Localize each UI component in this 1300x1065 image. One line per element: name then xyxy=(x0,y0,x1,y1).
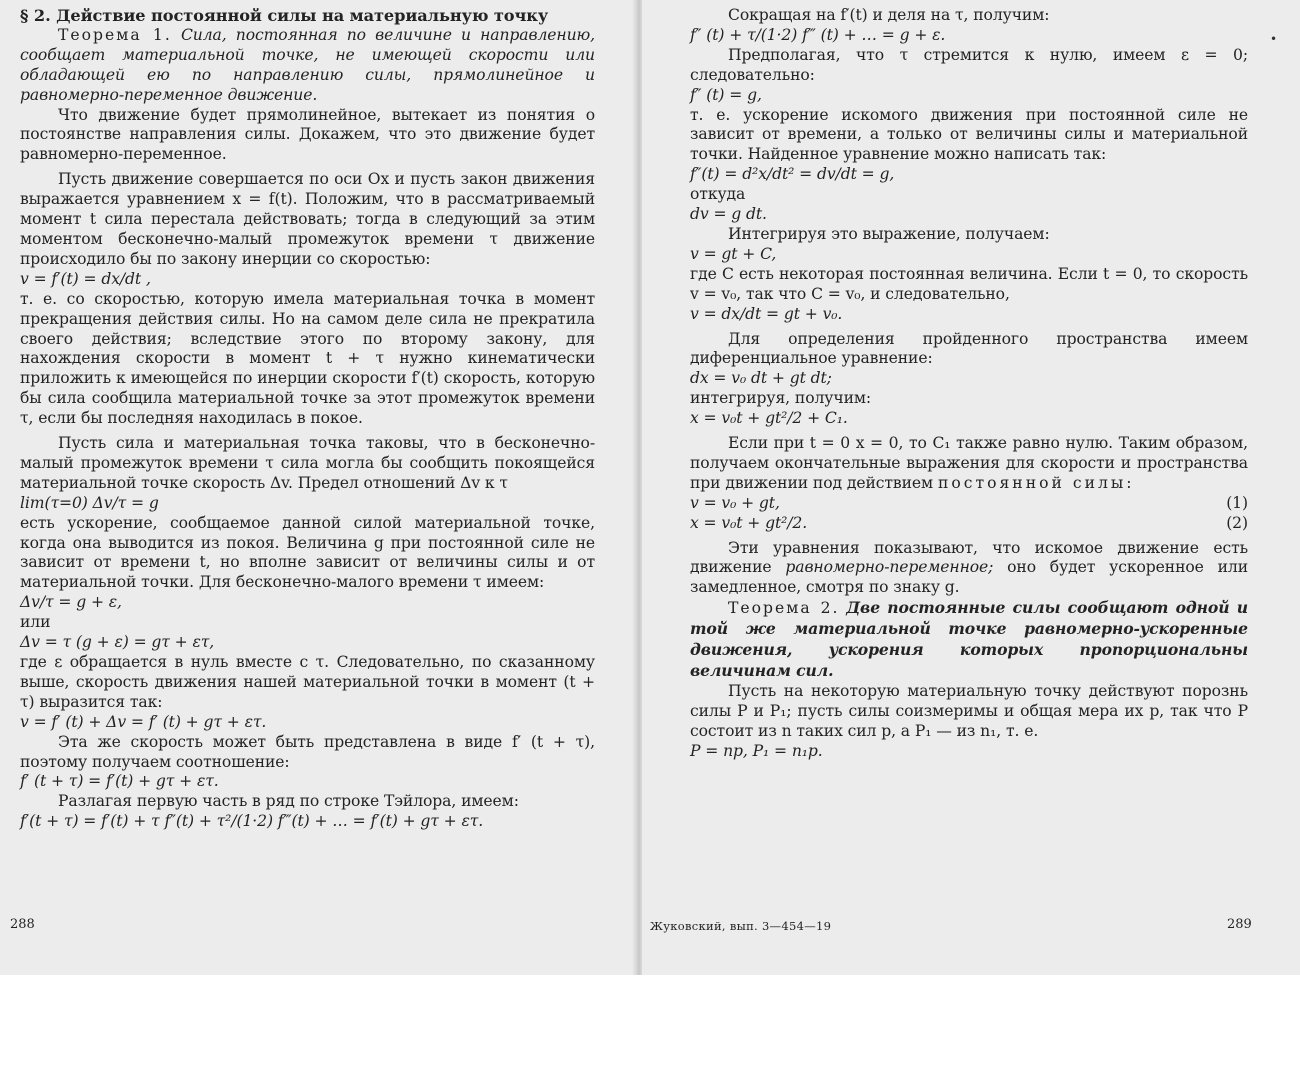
paragraph: Пусть сила и материальная точка таковы, что в бесконечно-малый промежуток времени τ сила могла бы сообщить покоящейся материальной точке скорость Δv. Предел отношений Δv к τ xyxy=(20,434,595,492)
paragraph: есть ускорение, сообщаемое данной силой материальной точке, когда она выводится из покоя. Величина g при постоянной силе не зависит от времени t, но вполне зависит от величины силы и от материальной точки. Для бесконечно-малого времени τ имеем: xyxy=(20,513,595,592)
paragraph xyxy=(690,539,1248,599)
paragraph-text: Если при t = 0 x = 0, то C₁ также равно нулю. Таким образом, получаем окончательные выражения для скорости и пространства при движении под действием xyxy=(690,434,1248,492)
equation: dx = v₀ dt + gt dt; xyxy=(690,369,832,388)
section-heading: § 2. Действие постоянной силы на материальную точку xyxy=(20,6,549,25)
equation: f′ (t + τ) = f′(t) + gτ + ετ. xyxy=(20,772,219,791)
equation: v = f′(t) = dx/dt , xyxy=(20,269,151,288)
equation: f″ (t) + τ/(1·2) f‴ (t) + … = g + ε. xyxy=(690,25,946,44)
spaced-text: постоянной силы: xyxy=(937,473,1135,492)
equation: Δv = τ (g + ε) = gτ + ετ, xyxy=(20,633,215,652)
theorem-1-label: Теорема 1. xyxy=(58,25,172,44)
emphasized-text: равномерно-переменное; xyxy=(785,558,994,577)
page-number: 288 xyxy=(10,917,35,932)
equation: f″(t) = d²x/dt² = dv/dt = g, xyxy=(690,165,895,184)
paragraph: Пусть на некоторую материальную точку действуют порознь силы P и P₁; пусть силы соизмеримы и общая мера их p, так что P состоит из n таких сил p, а P₁ — из n₁, т. е. xyxy=(690,681,1248,740)
page-number: 289 xyxy=(1227,917,1252,932)
equation: Δv/τ = g + ε, xyxy=(20,593,122,612)
paragraph: т. е. со скоростью, которую имела материальная точка в момент прекращения действия силы. Но на самом деле сила не прекратила своего действия; вследствие этого по второму закону, для нахождения скорости в момент t + τ нужно кинематически приложить к имеющейся по инерции скорости f′(t) скорость, которую бы сила сообщила материальной точке за этот промежуток времени τ, если бы последняя находилась в покое. xyxy=(20,289,595,428)
equation: v = gt + C, xyxy=(690,244,777,263)
paragraph: Что движение будет прямолинейное, вытекает из понятия о постоянстве направления силы. Докажем, что это движение будет равномерно-переменное. xyxy=(20,105,595,164)
margin-mark: • xyxy=(1270,32,1278,46)
equation: v = v₀ + gt, xyxy=(690,493,780,512)
theorem-1 xyxy=(20,26,595,106)
text-line: или xyxy=(20,613,51,632)
equation: x = v₀t + gt²/2. xyxy=(690,513,808,532)
theorem-2 xyxy=(690,598,1248,682)
paragraph: Пусть движение совершается по оси Ox и пусть закон движения выражается уравнением x = f(t). Положим, что в рассматриваемый момент t сила перестала действовать; тогда в следующий за этим моментом бесконечно-малый промежуток времени τ движение происходило бы по закону инерции со скоростью: xyxy=(20,170,595,268)
paragraph-text: оно будет ускоренное или замедленное, смотря по знаку g. xyxy=(690,558,1248,597)
paragraph: Разлагая первую часть в ряд по строке Тэйлора, имеем: xyxy=(58,792,519,811)
paragraph-text: Эти уравнения показывают, что искомое движение есть движение xyxy=(690,538,1248,577)
paragraph: где C есть некоторая постоянная величина. Если t = 0, то скорость v = v₀, так что C = v₀, и следовательно, xyxy=(690,264,1248,303)
paragraph: Сокращая на f′(t) и деля на τ, получим: xyxy=(728,6,1050,24)
theorem-1-statement: Сила, постоянная по величине и направлению, сообщает материальной точке, не имеющей скорости или обладающей ею по направлению силы, прямолинейное и равномерно-переменное движение. xyxy=(20,25,596,104)
equation: v = dx/dt = gt + v₀. xyxy=(690,304,843,323)
paragraph: Интегрируя это выражение, получаем: xyxy=(728,224,1050,243)
numbered-equation xyxy=(690,514,1248,534)
paragraph: интегрируя, получим: xyxy=(690,389,872,408)
equation-number: (2) xyxy=(1226,513,1248,532)
right-page xyxy=(642,0,1300,975)
right-page-text xyxy=(690,6,1248,762)
paragraph: Эта же скорость может быть представлена в виде f′ (t + τ), поэтому получаем соотношение: xyxy=(20,732,595,771)
text-line: откуда xyxy=(690,185,746,204)
left-page-text xyxy=(20,6,595,832)
numbered-equation xyxy=(690,494,1248,514)
equation: P = np, P₁ = n₁p. xyxy=(690,741,823,760)
equation: dv = g dt. xyxy=(690,205,767,224)
paragraph: Для определения пройденного пространства имеем диференциальное уравнение: xyxy=(690,329,1248,368)
equation: lim(τ=0) Δv/τ = g xyxy=(20,493,159,512)
paragraph: где ε обращается в нуль вместе с τ. Следовательно, по сказанному выше, скорость движения нашей материальной точки в момент (t + τ) выразится так: xyxy=(20,653,595,711)
equation: v = f′ (t) + Δv = f′ (t) + gτ + ετ. xyxy=(20,712,267,731)
equation: f′(t + τ) = f′(t) + τ f″(t) + τ²/(1·2) f‴(t) + … = f′(t) + gτ + ετ. xyxy=(20,812,484,831)
bottom-margin xyxy=(0,975,1300,1065)
paragraph: Предполагая, что τ стремится к нулю, имеем ε = 0; следовательно: xyxy=(690,45,1248,84)
equation: x = v₀t + gt²/2 + C₁. xyxy=(690,409,848,428)
paragraph: т. е. ускорение искомого движения при постоянной силе не зависит от времени, а только от величины силы и материальной точки. Найденное уравнение можно написать так: xyxy=(690,105,1248,164)
theorem-2-statement: Две постоянные силы сообщают одной и той же материальной точке равномерно-ускоренные движения, ускорения которых пропорциональны величинам сил. xyxy=(690,598,1248,680)
theorem-2-label: Теорема 2. xyxy=(728,599,840,618)
left-page xyxy=(0,0,636,975)
equation: f″ (t) = g, xyxy=(690,85,762,104)
paragraph xyxy=(690,434,1248,494)
equation-number: (1) xyxy=(1226,493,1248,512)
printer-signature: Жуковский, вып. 3—454—19 xyxy=(650,919,832,933)
